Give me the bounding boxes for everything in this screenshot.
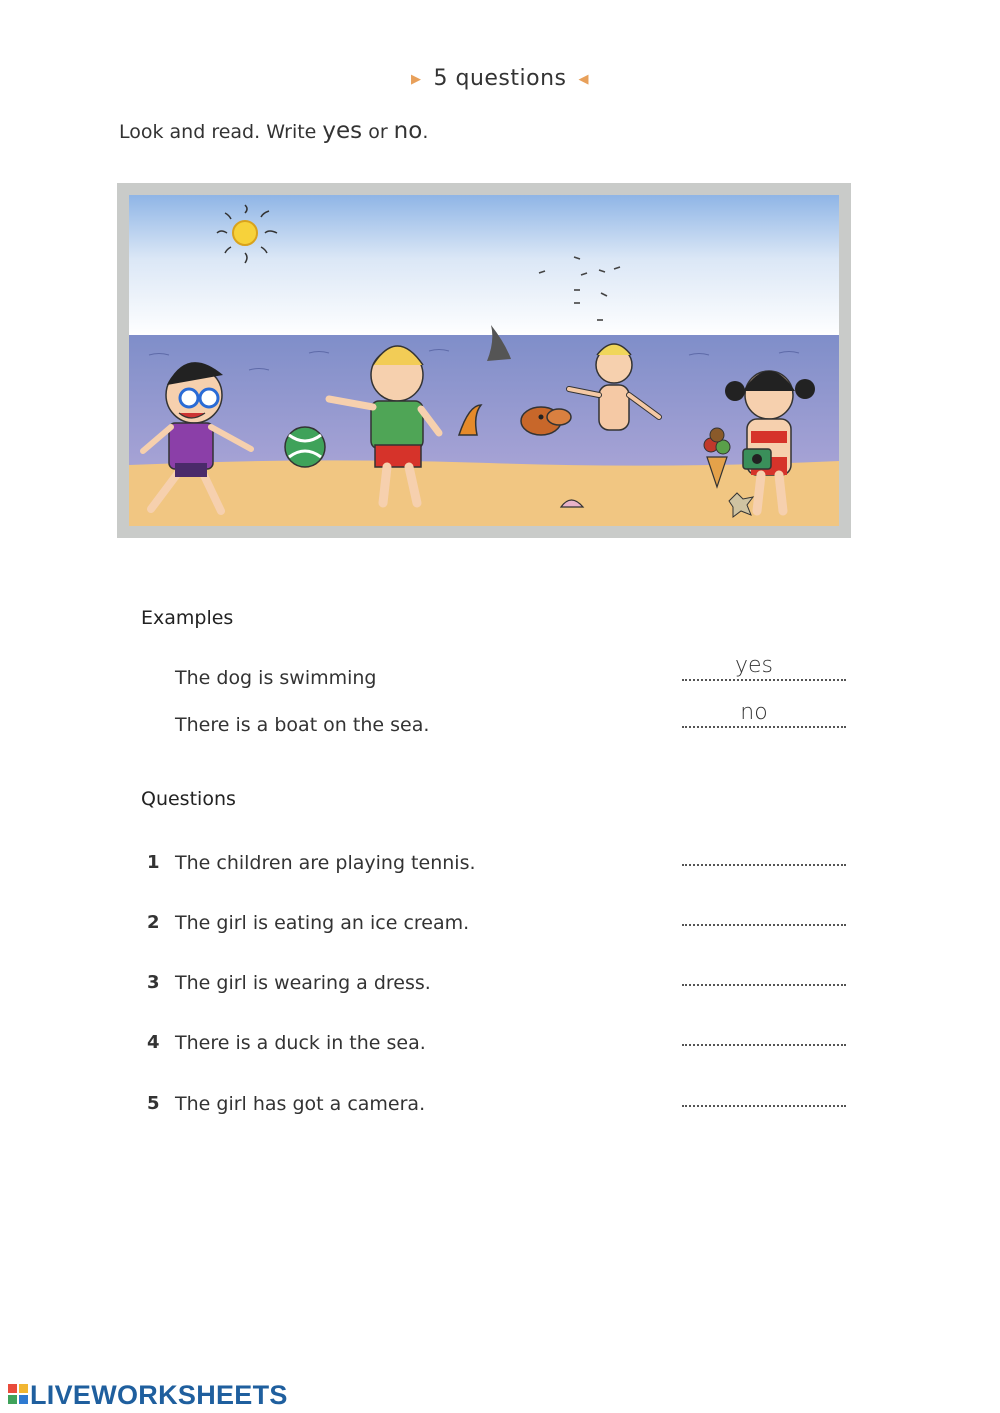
instruction-middle: or xyxy=(362,121,394,143)
example-text: There is a boat on the sea. xyxy=(175,714,430,736)
beach-ball-icon xyxy=(285,427,325,467)
example-row-1 xyxy=(141,653,846,697)
answer-line[interactable] xyxy=(682,984,846,986)
example-row-2 xyxy=(141,700,846,744)
question-text: There is a duck in the sea. xyxy=(175,1032,426,1054)
question-number: 3 xyxy=(147,972,160,993)
question-row-2 xyxy=(141,912,846,942)
question-row-1 xyxy=(141,852,846,882)
question-row-5 xyxy=(141,1093,846,1123)
example-text: The dog is swimming xyxy=(175,667,377,689)
answer-line[interactable] xyxy=(682,924,846,926)
answer-line[interactable] xyxy=(682,1105,846,1107)
right-arrow-icon: ▶ xyxy=(411,71,422,87)
left-arrow-icon: ◀ xyxy=(578,71,589,87)
instruction-no: no xyxy=(393,118,423,144)
question-row-3 xyxy=(141,972,846,1002)
example-answer: no xyxy=(740,700,768,725)
instruction-yes: yes xyxy=(322,118,363,144)
liveworksheets-logo xyxy=(8,1380,288,1410)
brand-name: LIVEWORKSHEETS xyxy=(30,1380,288,1410)
page-title: 5 questions xyxy=(433,66,567,91)
question-text: The girl has got a camera. xyxy=(175,1093,426,1115)
instruction-suffix: . xyxy=(422,121,429,143)
instruction xyxy=(119,118,428,144)
answer-line xyxy=(682,679,846,681)
question-text: The girl is eating an ice cream. xyxy=(175,912,470,934)
answer-line[interactable] xyxy=(682,1044,846,1046)
question-number: 1 xyxy=(147,852,160,873)
logo-grid-icon xyxy=(8,1384,28,1404)
question-row-4 xyxy=(141,1032,846,1062)
examples-title: Examples xyxy=(141,607,234,629)
example-answer: yes xyxy=(734,653,774,678)
answer-line[interactable] xyxy=(682,864,846,866)
question-number: 4 xyxy=(147,1032,160,1053)
question-number: 5 xyxy=(147,1093,160,1114)
beach-illustration xyxy=(117,183,851,538)
worksheet-header xyxy=(0,66,1000,91)
answer-line xyxy=(682,726,846,728)
question-text: The girl is wearing a dress. xyxy=(175,972,431,994)
instruction-prefix: Look and read. Write xyxy=(119,121,323,143)
questions-title: Questions xyxy=(141,788,236,810)
question-text: The children are playing tennis. xyxy=(175,852,476,874)
question-number: 2 xyxy=(147,912,160,933)
